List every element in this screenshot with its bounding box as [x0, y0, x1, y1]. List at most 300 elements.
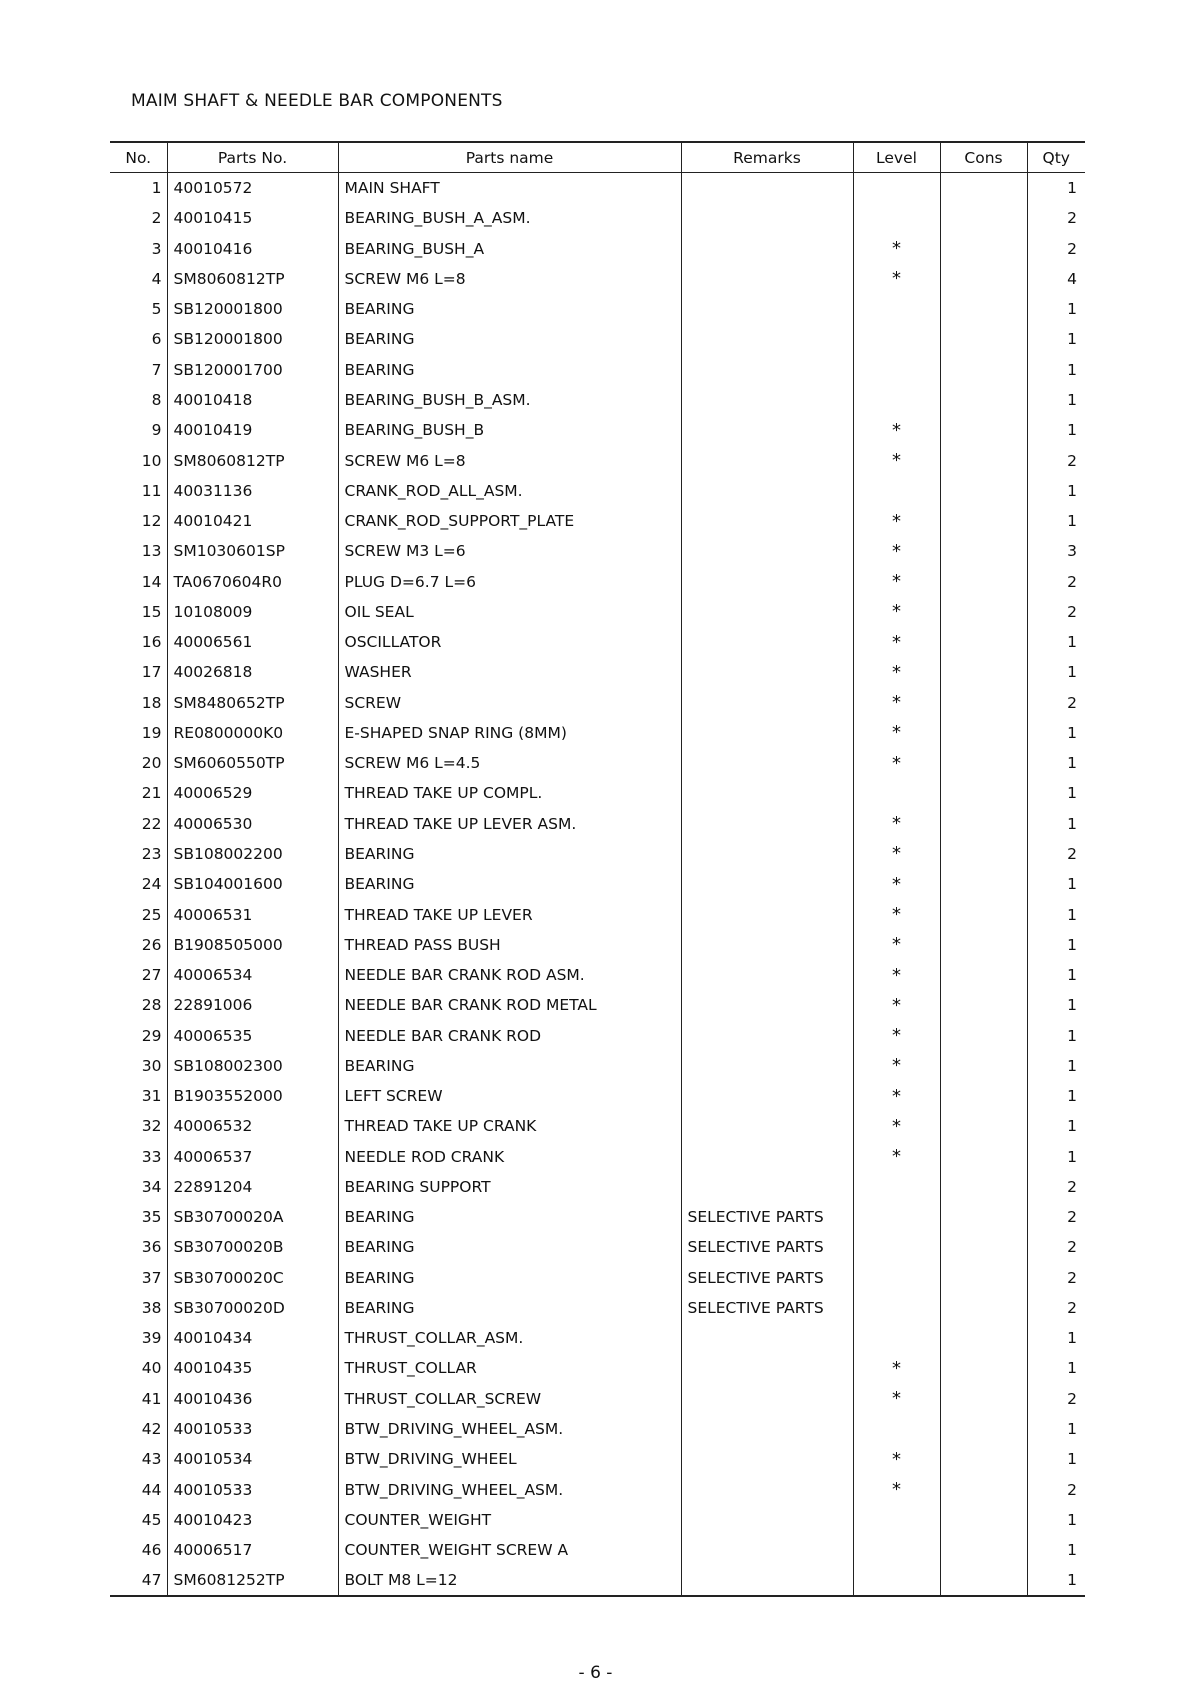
cell-level: [853, 1172, 940, 1202]
cell-remarks: [681, 1384, 853, 1414]
cell-no: 44: [110, 1474, 167, 1504]
cell-no: 27: [110, 960, 167, 990]
column-header-qty: Qty: [1027, 142, 1085, 173]
cell-parts-no: SB104001600: [167, 869, 338, 899]
table-row: [110, 688, 1085, 718]
column-header-cons: Cons: [940, 142, 1027, 173]
cell-qty: 4: [1027, 264, 1085, 294]
cell-cons: [940, 476, 1027, 506]
table-row: [110, 415, 1085, 445]
cell-cons: [940, 990, 1027, 1020]
column-header-level: Level: [853, 142, 940, 173]
cell-parts-name: BTW_DRIVING_WHEEL: [338, 1444, 681, 1474]
cell-parts-name: OIL SEAL: [338, 597, 681, 627]
cell-parts-no: 40006534: [167, 960, 338, 990]
cell-level: *: [853, 627, 940, 657]
cell-no: 35: [110, 1202, 167, 1232]
cell-parts-no: 40010423: [167, 1505, 338, 1535]
cell-no: 6: [110, 324, 167, 354]
cell-parts-name: BEARING_BUSH_B: [338, 415, 681, 445]
cell-qty: 1: [1027, 657, 1085, 687]
cell-remarks: [681, 627, 853, 657]
cell-parts-name: SCREW M6 L=8: [338, 445, 681, 475]
cell-qty: 2: [1027, 445, 1085, 475]
table-row: [110, 566, 1085, 596]
cell-qty: 1: [1027, 173, 1085, 204]
cell-no: 14: [110, 566, 167, 596]
cell-level: *: [853, 839, 940, 869]
cell-remarks: [681, 415, 853, 445]
cell-parts-no: TA0670604R0: [167, 566, 338, 596]
cell-qty: 1: [1027, 930, 1085, 960]
cell-qty: 2: [1027, 1202, 1085, 1232]
cell-parts-no: SB108002300: [167, 1051, 338, 1081]
cell-parts-no: 40010435: [167, 1353, 338, 1383]
cell-qty: 2: [1027, 1384, 1085, 1414]
cell-qty: 1: [1027, 1051, 1085, 1081]
cell-level: [853, 1565, 940, 1596]
cell-remarks: [681, 264, 853, 294]
cell-cons: [940, 385, 1027, 415]
parts-table-body: [110, 173, 1085, 1597]
cell-level: *: [853, 1474, 940, 1504]
cell-no: 16: [110, 627, 167, 657]
table-row: [110, 1323, 1085, 1353]
cell-parts-no: SB108002200: [167, 839, 338, 869]
table-row: [110, 355, 1085, 385]
column-header-remarks: Remarks: [681, 142, 853, 173]
table-row: [110, 869, 1085, 899]
cell-parts-name: BEARING: [338, 1232, 681, 1262]
cell-qty: 1: [1027, 385, 1085, 415]
cell-level: [853, 385, 940, 415]
cell-level: *: [853, 990, 940, 1020]
cell-qty: 1: [1027, 1142, 1085, 1172]
cell-parts-name: BEARING: [338, 1293, 681, 1323]
cell-level: *: [853, 506, 940, 536]
cell-level: [853, 1535, 940, 1565]
cell-no: 7: [110, 355, 167, 385]
cell-level: *: [853, 657, 940, 687]
cell-cons: [940, 234, 1027, 264]
table-row: [110, 1051, 1085, 1081]
parts-table: [110, 141, 1085, 1597]
cell-parts-name: BEARING: [338, 1051, 681, 1081]
cell-no: 17: [110, 657, 167, 687]
cell-level: *: [853, 1142, 940, 1172]
cell-cons: [940, 445, 1027, 475]
column-header-parts-name: Parts name: [338, 142, 681, 173]
table-row: [110, 597, 1085, 627]
table-row: [110, 1172, 1085, 1202]
cell-no: 3: [110, 234, 167, 264]
cell-parts-no: 40006532: [167, 1111, 338, 1141]
cell-no: 2: [110, 203, 167, 233]
cell-cons: [940, 1505, 1027, 1535]
cell-parts-no: SB120001700: [167, 355, 338, 385]
cell-parts-name: BEARING_BUSH_A: [338, 234, 681, 264]
cell-level: [853, 1232, 940, 1262]
cell-parts-no: 22891204: [167, 1172, 338, 1202]
cell-no: 34: [110, 1172, 167, 1202]
cell-cons: [940, 1232, 1027, 1262]
cell-no: 21: [110, 778, 167, 808]
cell-parts-no: 40010533: [167, 1414, 338, 1444]
cell-parts-no: 22891006: [167, 990, 338, 1020]
cell-cons: [940, 657, 1027, 687]
cell-no: 36: [110, 1232, 167, 1262]
cell-cons: [940, 566, 1027, 596]
cell-parts-name: BEARING: [338, 839, 681, 869]
cell-remarks: [681, 809, 853, 839]
cell-parts-name: BOLT M8 L=12: [338, 1565, 681, 1596]
cell-cons: [940, 869, 1027, 899]
cell-cons: [940, 1444, 1027, 1474]
table-row: [110, 506, 1085, 536]
table-row: [110, 960, 1085, 990]
cell-parts-name: LEFT SCREW: [338, 1081, 681, 1111]
cell-parts-no: 40031136: [167, 476, 338, 506]
table-header-row: [110, 142, 1085, 173]
cell-level: *: [853, 1384, 940, 1414]
cell-qty: 1: [1027, 1111, 1085, 1141]
cell-cons: [940, 1111, 1027, 1141]
cell-remarks: [681, 748, 853, 778]
table-row: [110, 1474, 1085, 1504]
cell-parts-name: NEEDLE BAR CRANK ROD METAL: [338, 990, 681, 1020]
cell-level: *: [853, 688, 940, 718]
cell-cons: [940, 1535, 1027, 1565]
table-row: [110, 1263, 1085, 1293]
cell-parts-no: SM1030601SP: [167, 536, 338, 566]
cell-qty: 1: [1027, 294, 1085, 324]
cell-remarks: [681, 1565, 853, 1596]
cell-remarks: [681, 324, 853, 354]
cell-cons: [940, 688, 1027, 718]
cell-remarks: [681, 839, 853, 869]
cell-qty: 1: [1027, 324, 1085, 354]
table-row: [110, 839, 1085, 869]
cell-remarks: [681, 930, 853, 960]
table-row: [110, 173, 1085, 204]
table-row: [110, 324, 1085, 354]
cell-parts-name: MAIN SHAFT: [338, 173, 681, 204]
cell-parts-name: OSCILLATOR: [338, 627, 681, 657]
cell-parts-no: SM8480652TP: [167, 688, 338, 718]
cell-parts-no: 40010419: [167, 415, 338, 445]
cell-cons: [940, 506, 1027, 536]
cell-remarks: [681, 294, 853, 324]
cell-parts-name: BEARING SUPPORT: [338, 1172, 681, 1202]
cell-remarks: [681, 1142, 853, 1172]
cell-level: [853, 476, 940, 506]
cell-parts-no: SM6081252TP: [167, 1565, 338, 1596]
cell-parts-no: SM8060812TP: [167, 264, 338, 294]
cell-parts-no: 40006529: [167, 778, 338, 808]
cell-parts-no: SB120001800: [167, 294, 338, 324]
cell-parts-no: SB30700020A: [167, 1202, 338, 1232]
cell-qty: 2: [1027, 203, 1085, 233]
cell-parts-name: THREAD TAKE UP LEVER ASM.: [338, 809, 681, 839]
cell-cons: [940, 1051, 1027, 1081]
column-header-parts-no: Parts No.: [167, 142, 338, 173]
cell-level: *: [853, 1051, 940, 1081]
table-row: [110, 1444, 1085, 1474]
cell-parts-name: THREAD PASS BUSH: [338, 930, 681, 960]
cell-level: *: [853, 930, 940, 960]
cell-parts-name: E-SHAPED SNAP RING (8MM): [338, 718, 681, 748]
cell-level: *: [853, 597, 940, 627]
cell-cons: [940, 627, 1027, 657]
table-row: [110, 1565, 1085, 1596]
cell-remarks: [681, 1051, 853, 1081]
cell-qty: 2: [1027, 1263, 1085, 1293]
cell-no: 46: [110, 1535, 167, 1565]
cell-cons: [940, 1293, 1027, 1323]
cell-cons: [940, 415, 1027, 445]
cell-qty: 1: [1027, 899, 1085, 929]
cell-parts-no: B1908505000: [167, 930, 338, 960]
cell-remarks: [681, 445, 853, 475]
cell-remarks: [681, 173, 853, 204]
cell-no: 42: [110, 1414, 167, 1444]
cell-remarks: [681, 203, 853, 233]
cell-remarks: [681, 536, 853, 566]
cell-qty: 2: [1027, 234, 1085, 264]
cell-cons: [940, 597, 1027, 627]
cell-parts-name: BEARING_BUSH_B_ASM.: [338, 385, 681, 415]
cell-level: [853, 1263, 940, 1293]
table-row: [110, 1142, 1085, 1172]
cell-parts-no: 10108009: [167, 597, 338, 627]
cell-cons: [940, 1202, 1027, 1232]
cell-cons: [940, 1353, 1027, 1383]
cell-parts-no: 40026818: [167, 657, 338, 687]
cell-no: 31: [110, 1081, 167, 1111]
table-row: [110, 1111, 1085, 1141]
cell-no: 23: [110, 839, 167, 869]
cell-parts-name: CRANK_ROD_ALL_ASM.: [338, 476, 681, 506]
cell-qty: 1: [1027, 627, 1085, 657]
table-row: [110, 657, 1085, 687]
cell-parts-no: RE0800000K0: [167, 718, 338, 748]
cell-cons: [940, 536, 1027, 566]
cell-level: [853, 355, 940, 385]
cell-no: 29: [110, 1020, 167, 1050]
cell-cons: [940, 809, 1027, 839]
table-row: [110, 718, 1085, 748]
cell-parts-no: SB30700020C: [167, 1263, 338, 1293]
cell-parts-no: SM8060812TP: [167, 445, 338, 475]
cell-parts-name: THREAD TAKE UP CRANK: [338, 1111, 681, 1141]
cell-level: *: [853, 566, 940, 596]
table-row: [110, 1293, 1085, 1323]
cell-cons: [940, 839, 1027, 869]
cell-qty: 1: [1027, 1414, 1085, 1444]
cell-level: [853, 173, 940, 204]
table-row: [110, 294, 1085, 324]
cell-parts-no: SB120001800: [167, 324, 338, 354]
cell-parts-no: SM6060550TP: [167, 748, 338, 778]
cell-no: 37: [110, 1263, 167, 1293]
cell-parts-name: THRUST_COLLAR_ASM.: [338, 1323, 681, 1353]
cell-parts-name: THRUST_COLLAR: [338, 1353, 681, 1383]
cell-no: 19: [110, 718, 167, 748]
cell-cons: [940, 1384, 1027, 1414]
cell-qty: 1: [1027, 1505, 1085, 1535]
cell-remarks: [681, 657, 853, 687]
cell-level: [853, 1202, 940, 1232]
cell-parts-no: 40010421: [167, 506, 338, 536]
cell-cons: [940, 899, 1027, 929]
cell-parts-name: BEARING_BUSH_A_ASM.: [338, 203, 681, 233]
cell-parts-name: WASHER: [338, 657, 681, 687]
cell-qty: 1: [1027, 718, 1085, 748]
table-row: [110, 1232, 1085, 1262]
cell-cons: [940, 778, 1027, 808]
cell-parts-name: BEARING: [338, 294, 681, 324]
cell-cons: [940, 294, 1027, 324]
cell-no: 45: [110, 1505, 167, 1535]
table-row: [110, 1020, 1085, 1050]
cell-no: 20: [110, 748, 167, 778]
cell-parts-name: SCREW M6 L=4.5: [338, 748, 681, 778]
cell-parts-name: SCREW: [338, 688, 681, 718]
cell-remarks: [681, 1414, 853, 1444]
cell-level: *: [853, 264, 940, 294]
cell-cons: [940, 324, 1027, 354]
table-row: [110, 203, 1085, 233]
cell-no: 26: [110, 930, 167, 960]
cell-no: 9: [110, 415, 167, 445]
cell-parts-name: BEARING: [338, 355, 681, 385]
table-row: [110, 264, 1085, 294]
cell-no: 25: [110, 899, 167, 929]
cell-level: *: [853, 1020, 940, 1050]
cell-level: *: [853, 1353, 940, 1383]
cell-no: 33: [110, 1142, 167, 1172]
cell-level: [853, 294, 940, 324]
cell-parts-no: SB30700020B: [167, 1232, 338, 1262]
cell-qty: 1: [1027, 1323, 1085, 1353]
cell-parts-no: 40010436: [167, 1384, 338, 1414]
cell-level: *: [853, 1081, 940, 1111]
cell-remarks: [681, 1081, 853, 1111]
cell-remarks: [681, 718, 853, 748]
cell-qty: 2: [1027, 1172, 1085, 1202]
cell-level: [853, 1293, 940, 1323]
cell-remarks: [681, 597, 853, 627]
cell-cons: [940, 930, 1027, 960]
table-row: [110, 476, 1085, 506]
page-title: MAIM SHAFT & NEEDLE BAR COMPONENTS: [131, 91, 503, 111]
cell-qty: 1: [1027, 990, 1085, 1020]
table-row: [110, 627, 1085, 657]
table-row: [110, 1384, 1085, 1414]
cell-remarks: SELECTIVE PARTS: [681, 1202, 853, 1232]
cell-qty: 1: [1027, 869, 1085, 899]
cell-parts-name: THREAD TAKE UP LEVER: [338, 899, 681, 929]
cell-cons: [940, 173, 1027, 204]
cell-no: 30: [110, 1051, 167, 1081]
cell-level: [853, 1414, 940, 1444]
cell-parts-name: THREAD TAKE UP COMPL.: [338, 778, 681, 808]
cell-qty: 1: [1027, 809, 1085, 839]
cell-parts-name: BEARING: [338, 869, 681, 899]
cell-cons: [940, 355, 1027, 385]
cell-parts-no: SB30700020D: [167, 1293, 338, 1323]
page-number: - 6 -: [578, 1663, 613, 1683]
cell-qty: 2: [1027, 566, 1085, 596]
cell-level: [853, 1323, 940, 1353]
cell-parts-no: 40010534: [167, 1444, 338, 1474]
cell-qty: 2: [1027, 1474, 1085, 1504]
cell-remarks: [681, 1505, 853, 1535]
table-row: [110, 1081, 1085, 1111]
table-row: [110, 234, 1085, 264]
cell-no: 1: [110, 173, 167, 204]
cell-qty: 1: [1027, 355, 1085, 385]
cell-cons: [940, 1081, 1027, 1111]
cell-parts-name: SCREW M6 L=8: [338, 264, 681, 294]
cell-parts-name: COUNTER_WEIGHT SCREW A: [338, 1535, 681, 1565]
cell-parts-no: 40010533: [167, 1474, 338, 1504]
cell-qty: 1: [1027, 476, 1085, 506]
cell-cons: [940, 748, 1027, 778]
cell-parts-no: 40010434: [167, 1323, 338, 1353]
cell-cons: [940, 1172, 1027, 1202]
cell-remarks: [681, 355, 853, 385]
cell-parts-no: 40006561: [167, 627, 338, 657]
cell-no: 12: [110, 506, 167, 536]
cell-remarks: [681, 476, 853, 506]
cell-remarks: [681, 960, 853, 990]
cell-no: 22: [110, 809, 167, 839]
cell-parts-name: BEARING: [338, 324, 681, 354]
cell-cons: [940, 1020, 1027, 1050]
cell-no: 18: [110, 688, 167, 718]
cell-level: *: [853, 445, 940, 475]
cell-parts-name: BTW_DRIVING_WHEEL_ASM.: [338, 1414, 681, 1444]
cell-level: *: [853, 960, 940, 990]
cell-remarks: [681, 385, 853, 415]
cell-remarks: [681, 688, 853, 718]
cell-no: 28: [110, 990, 167, 1020]
cell-qty: 2: [1027, 1293, 1085, 1323]
table-row: [110, 809, 1085, 839]
cell-remarks: [681, 778, 853, 808]
table-row: [110, 930, 1085, 960]
table-row: [110, 1535, 1085, 1565]
cell-remarks: SELECTIVE PARTS: [681, 1293, 853, 1323]
cell-level: [853, 203, 940, 233]
cell-cons: [940, 718, 1027, 748]
table-row: [110, 1505, 1085, 1535]
cell-qty: 1: [1027, 1020, 1085, 1050]
cell-level: [853, 1505, 940, 1535]
cell-cons: [940, 203, 1027, 233]
cell-parts-no: 40006537: [167, 1142, 338, 1172]
cell-qty: 1: [1027, 960, 1085, 990]
cell-remarks: [681, 990, 853, 1020]
cell-parts-no: 40010416: [167, 234, 338, 264]
cell-qty: 2: [1027, 1232, 1085, 1262]
cell-cons: [940, 1414, 1027, 1444]
cell-cons: [940, 1474, 1027, 1504]
cell-remarks: [681, 1020, 853, 1050]
cell-parts-name: CRANK_ROD_SUPPORT_PLATE: [338, 506, 681, 536]
cell-qty: 1: [1027, 748, 1085, 778]
